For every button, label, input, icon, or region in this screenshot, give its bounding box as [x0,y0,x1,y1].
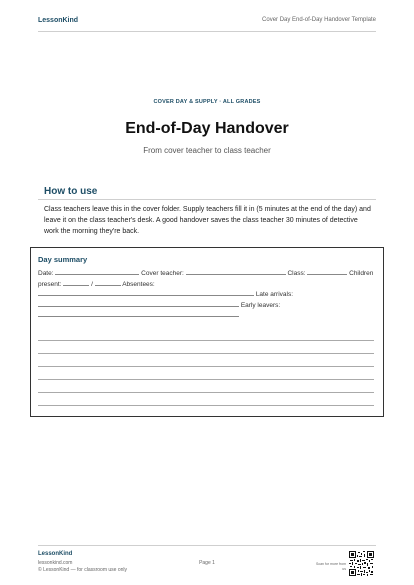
page-title: End-of-Day Handover [125,120,289,137]
writing-line[interactable] [38,366,374,367]
children-present-label-1: Children [349,270,374,277]
children-present-label-2: present: [38,280,62,288]
day-summary-box [30,247,384,417]
cover-teacher-field[interactable] [186,269,286,275]
footer-divider [38,545,376,546]
field-row-2 [38,280,378,291]
how-to-use-divider [38,199,376,200]
field-row-4 [38,301,378,312]
qr-code-icon [349,551,374,576]
class-field[interactable] [307,269,347,275]
writing-line[interactable] [38,340,374,341]
absentees-field[interactable] [38,290,254,296]
day-summary-fields [38,269,378,322]
header-divider [38,31,376,32]
page-subtitle: From cover teacher to class teacher [143,146,271,155]
class-label: Class: [287,270,306,277]
page-header [38,14,376,26]
writing-line[interactable] [38,392,374,393]
how-to-use-text: Class teachers leave this in the cover folder. Supply teachers fill it in (5 minutes at the end of the day) and leave it on the class teacher's desk. A good handover saves the class teacher 30 minutes of detective work the morning they're back. [44,206,371,235]
children-total-field[interactable] [95,280,121,286]
date-label: Date: [38,270,54,277]
footer-page-number: Page 1 [199,560,215,566]
how-to-use-heading: How to use [44,186,98,197]
children-present-field[interactable] [63,280,89,286]
header-doc-title: Cover Day End-of-Day Handover Template [262,17,376,23]
qr-label: Scan for more from us [316,562,346,571]
writing-line[interactable] [38,379,374,380]
footer-copyright: © LessonKind — for classroom use only [38,567,128,573]
kicker: COVER DAY & SUPPLY · ALL GRADES [153,99,261,105]
cover-teacher-label: Cover teacher: [141,270,184,277]
late-arrivals-field[interactable] [38,301,239,307]
field-row-1 [38,269,378,280]
early-leavers-label: Early leavers: [240,301,281,309]
footer-site: lessonkind.com [38,560,73,566]
late-arrivals-label: Late arrivals: [255,291,294,298]
early-leavers-field[interactable] [38,311,239,317]
absentees-label: Absentees: [122,280,155,288]
field-row-3 [38,290,378,301]
footer-brand: LessonKind [38,551,73,557]
children-slash: / [91,280,93,288]
writing-line[interactable] [38,405,374,406]
header-brand: LessonKind [38,16,79,24]
date-field[interactable] [55,269,139,275]
field-row-5 [38,311,378,322]
day-summary-heading: Day summary [38,255,88,264]
writing-line[interactable] [38,353,374,354]
